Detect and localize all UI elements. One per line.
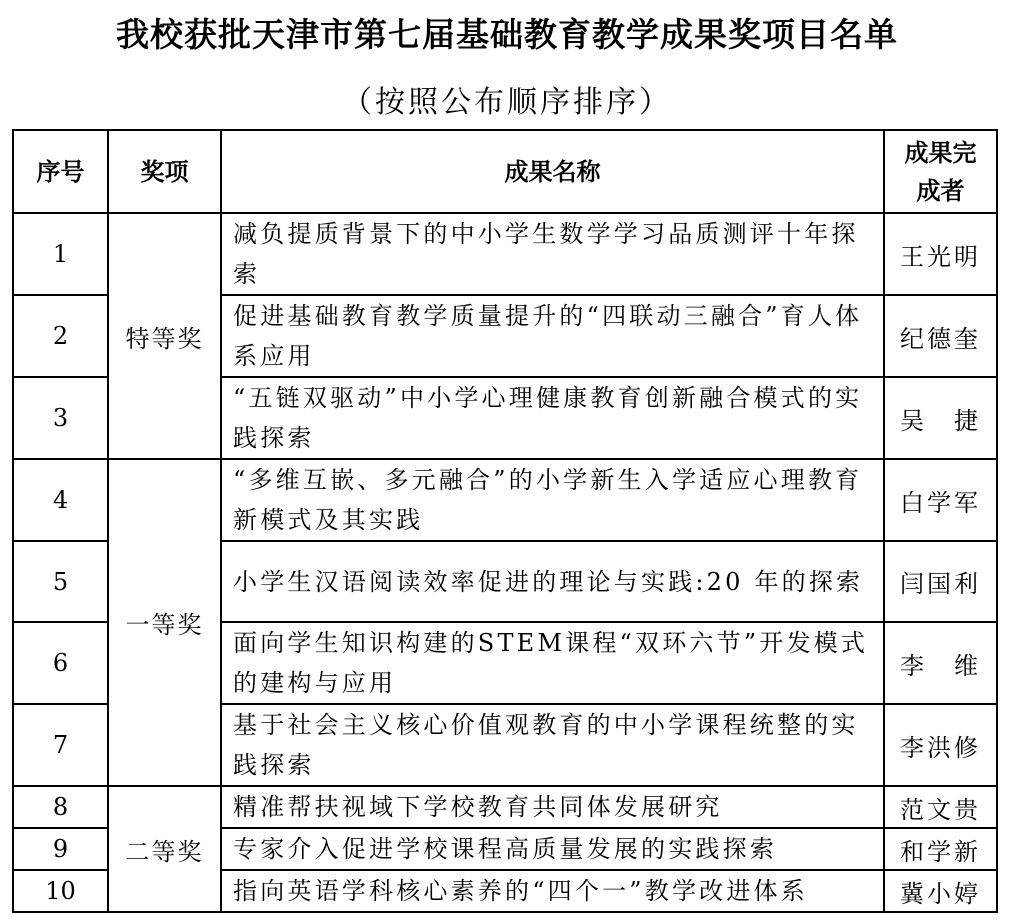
- row-index: 9: [13, 828, 108, 870]
- achievement-author: 白学军: [884, 459, 997, 541]
- award-cell-second: 二等奖: [108, 786, 221, 912]
- achievement-author: 闫国利: [884, 541, 997, 622]
- page-title: 我校获批天津市第七届基础教育教学成果奖项目名单: [116, 15, 898, 54]
- award-cell-first: 一等奖: [108, 459, 221, 786]
- achievement-author: 冀小婷: [884, 870, 997, 912]
- row-index: 2: [13, 295, 108, 377]
- award-cell-special: 特等奖: [108, 213, 221, 459]
- row-index: 10: [13, 870, 108, 912]
- page-subtitle: （按照公布顺序排序）: [342, 85, 672, 120]
- achievement-name: “多维互嵌、多元融合”的小学新生入学适应心理教育新模式及其实践: [221, 459, 884, 541]
- row-index: 3: [13, 377, 108, 459]
- row-index: 4: [13, 459, 108, 541]
- achievement-author: 李洪修: [884, 704, 997, 786]
- achievement-name: 专家介入促进学校课程高质量发展的实践探索: [221, 828, 884, 870]
- header-award: 奖项: [108, 130, 221, 213]
- row-index: 8: [13, 786, 108, 828]
- achievement-author: 吴 捷: [884, 377, 997, 459]
- achievement-name: 小学生汉语阅读效率促进的理论与实践:20 年的探索: [221, 541, 884, 622]
- achievement-author: 李 维: [884, 622, 997, 704]
- table-row: [13, 459, 997, 541]
- table-header-row: [13, 130, 997, 213]
- table-row: [13, 786, 997, 828]
- achievement-name: 基于社会主义核心价值观教育的中小学课程统整的实践探索: [221, 704, 884, 786]
- header-name: 成果名称: [221, 130, 884, 213]
- award-table: [12, 129, 998, 913]
- achievement-name: “五链双驱动”中小学心理健康教育创新融合模式的实践探索: [221, 377, 884, 459]
- achievement-name: 促进基础教育教学质量提升的“四联动三融合”育人体系应用: [221, 295, 884, 377]
- achievement-name: 面向学生知识构建的STEM课程“双环六节”开发模式的建构与应用: [221, 622, 884, 704]
- achievement-author: 纪德奎: [884, 295, 997, 377]
- row-index: 7: [13, 704, 108, 786]
- achievement-author: 范文贵: [884, 786, 997, 828]
- achievement-name: 指向英语学科核心素养的“四个一”教学改进体系: [221, 870, 884, 912]
- achievement-author: 王光明: [884, 213, 997, 295]
- row-index: 5: [13, 541, 108, 622]
- achievement-name: 减负提质背景下的中小学生数学学习品质测评十年探索: [221, 213, 884, 295]
- row-index: 6: [13, 622, 108, 704]
- header-index: 序号: [13, 130, 108, 213]
- achievement-author: 和学新: [884, 828, 997, 870]
- row-index: 1: [13, 213, 108, 295]
- table-row: [13, 213, 997, 295]
- header-author: 成果完成者: [884, 130, 997, 213]
- achievement-name: 精准帮扶视域下学校教育共同体发展研究: [221, 786, 884, 828]
